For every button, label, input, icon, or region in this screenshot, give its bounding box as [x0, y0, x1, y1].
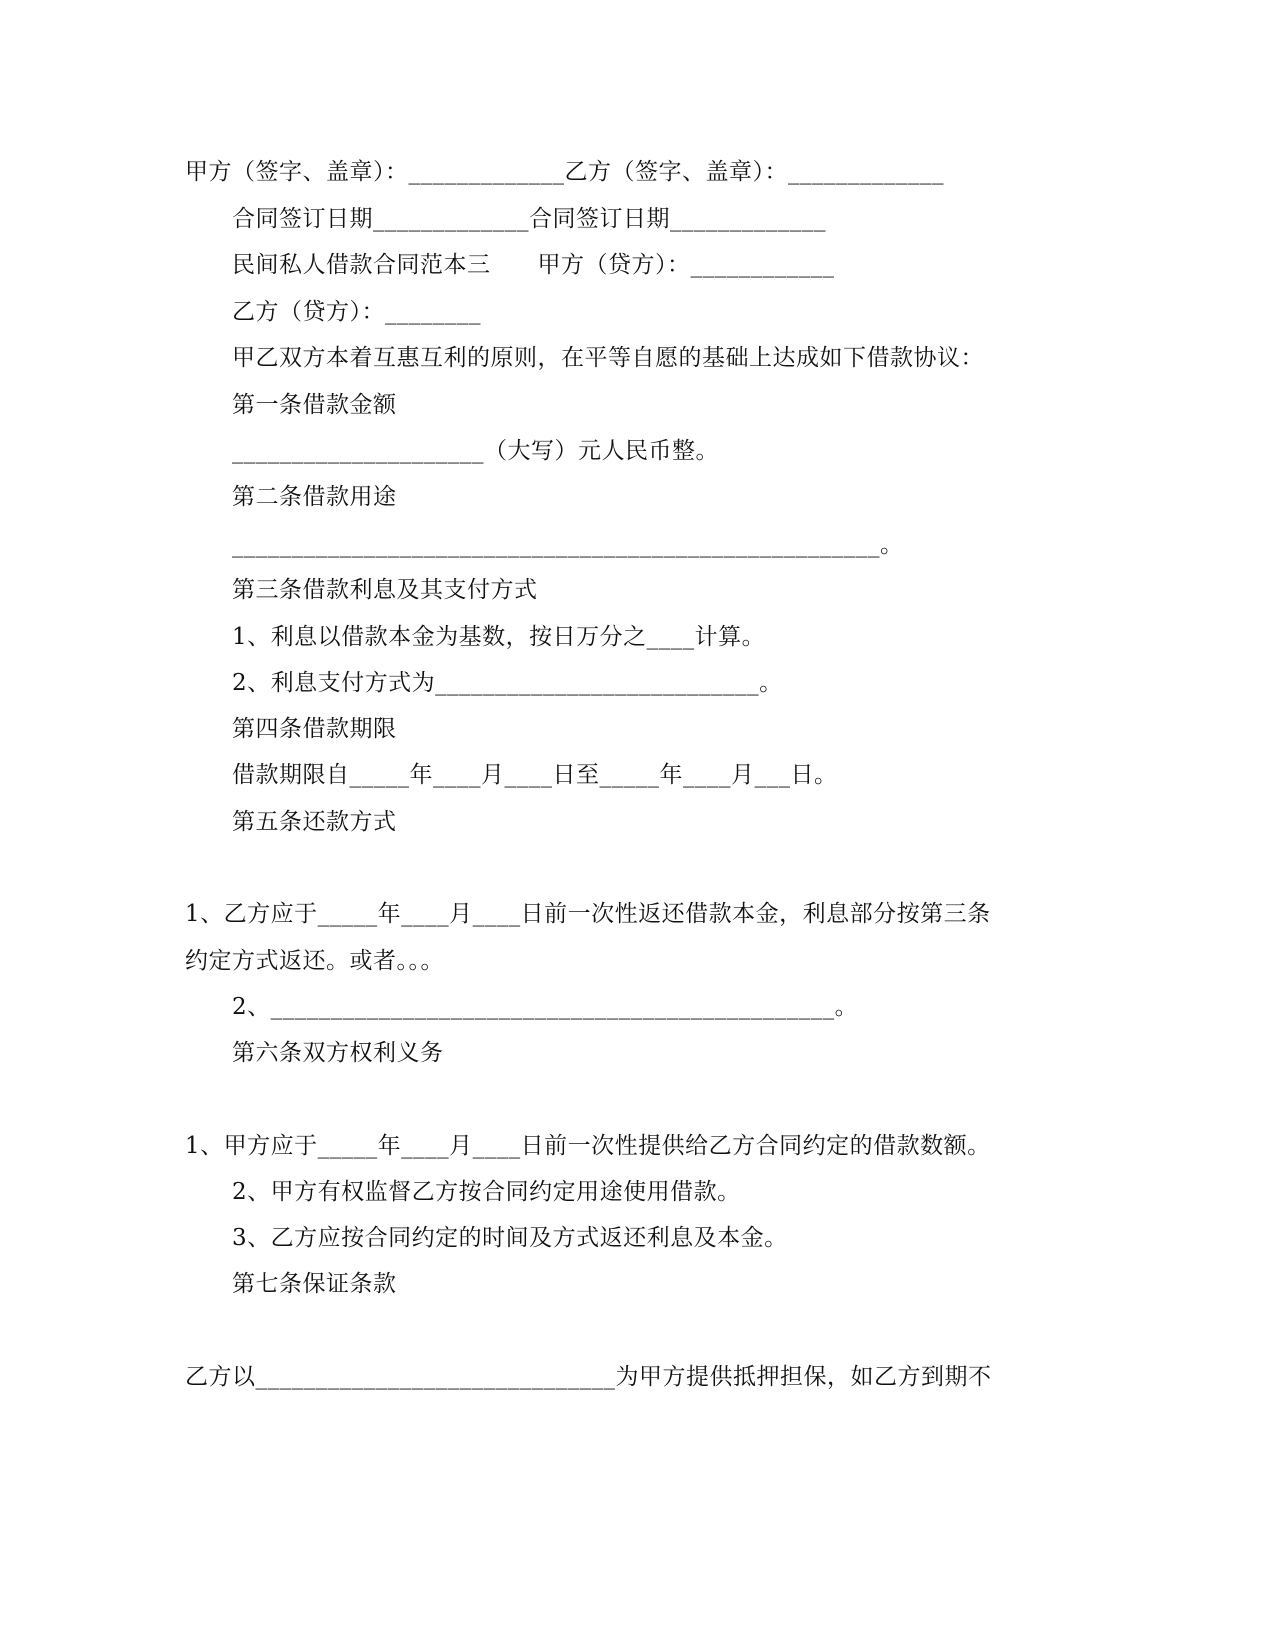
article-2-heading: 第二条借款用途: [232, 484, 397, 510]
rights-clause-3: 3、乙方应按合同约定的时间及方式返还利息及本金。: [232, 1225, 788, 1251]
rights-clause-2: 2、甲方有权监督乙方按合同约定用途使用借款。: [232, 1179, 741, 1205]
guarantee-clause-line: 乙方以______________________________为甲方提供抵押担保，如乙方到期不: [185, 1364, 992, 1390]
loan-term-line: 借款期限自_____年____月____日至_____年____月___日。: [232, 762, 838, 788]
loan-purpose-line: ______________________________________________________。: [232, 532, 904, 558]
article-5-heading: 第五条还款方式: [232, 809, 397, 835]
interest-rate-line: 1、利息以借款本金为基数，按日万分之____计算。: [232, 624, 766, 650]
article-1-heading: 第一条借款金额: [232, 392, 397, 418]
signature-line: 甲方（签字、盖章）：_____________乙方（签字、盖章）：_____________: [185, 159, 944, 185]
repayment-clause-1: 1、乙方应于_____年____月____日前一次性返还借款本金，利息部分按第三条: [185, 901, 991, 927]
party-b-line: 乙方（贷方）：________: [232, 299, 481, 325]
article-3-heading: 第三条借款利息及其支付方式: [232, 577, 538, 603]
repayment-clause-1-cont: 约定方式返还。或者。。。: [185, 948, 444, 974]
signing-date-line: 合同签订日期_____________合同签订日期_____________: [232, 206, 826, 232]
contract-title-lender-line: 民间私人借款合同范本三 甲方（贷方）：____________: [232, 252, 835, 278]
rights-clause-1: 1、甲方应于_____年____月____日前一次性提供给乙方合同约定的借款数额。: [185, 1133, 991, 1159]
article-4-heading: 第四条借款期限: [232, 716, 397, 742]
interest-payment-line: 2、利息支付方式为___________________________。: [232, 670, 783, 696]
preamble-paragraph: 甲乙双方本着互惠互利的原则，在平等自愿的基础上达成如下借款协议：: [232, 345, 984, 371]
article-6-heading: 第六条双方权利义务: [232, 1040, 444, 1066]
repayment-clause-2: 2、_______________________________________________。: [232, 994, 859, 1020]
article-7-heading: 第七条保证条款: [232, 1271, 397, 1297]
loan-amount-line: _____________________（大写）元人民币整。: [232, 438, 719, 464]
